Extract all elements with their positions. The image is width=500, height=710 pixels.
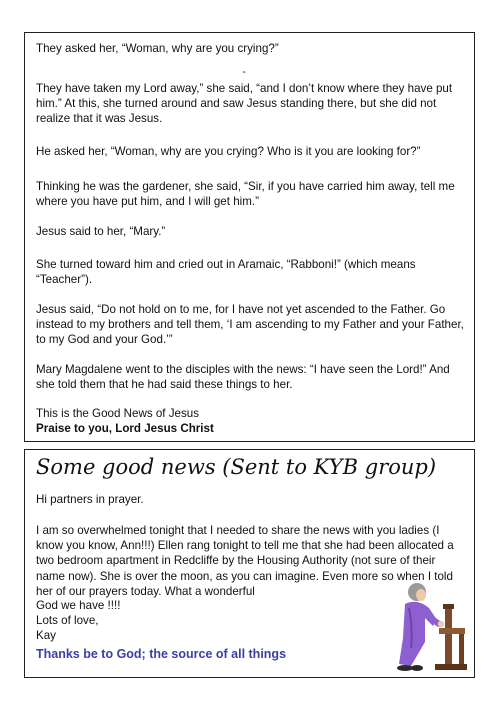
reading-paragraph-8: Mary Magdalene went to the disciples with the news: “I have seen the Lord!” And she told them that he had said these things to her. [36,363,450,392]
thanks-line: Thanks be to God; the source of all things [36,647,287,661]
reading-paragraph-2: They have taken my Lord away,” she said, “and I don’t know where they have put him.” At this, she turned around and saw Jesus standing there, but she did not realize that it was Jesus. [36,82,453,126]
closing-line: This is the Good News of Jesus [36,407,200,420]
news-body-end: God we have !!!! [36,599,121,612]
reading-paragraph-6: She turned toward him and cried out in Aramaic, “Rabboni!” (which means “Teacher”). [36,258,416,287]
reading-paragraph-4: Thinking he was the gardener, she said, “Sir, if you have carried him away, tell me where you have put him, and I will get him.” [36,180,455,209]
news-signoff: Lots of love, [36,614,99,627]
news-body: I am so overwhelmed tonight that I needed to share the news with you ladies (I know you know, Ann!!!) Ellen rang tonight to tell me that she had been allocated a two bedroom apartment in Redcliffe by the Housing Authority (not sure of their name now). She is over the moon, as you can imagine. Even more so when I told her of our prayers today. What a wonderful [36,524,454,598]
reading-paragraph-5: Jesus said to her, “Mary.” [36,225,166,238]
gospel-reading-box [24,32,475,442]
news-heading: Some good news (Sent to KYB group) [36,455,437,479]
good-news-box [24,449,475,678]
woman-kneeling-in-prayer-icon [395,578,471,674]
news-greeting: Hi partners in prayer. [36,493,144,506]
news-name: Kay [36,629,56,642]
reading-paragraph-1: They asked her, “Woman, why are you crying?” [36,42,279,55]
reading-paragraph-7: Jesus said, “Do not hold on to me, for I have not yet ascended to the Father. Go instead to my brothers and tell them, ‘I am ascending to my Father and your Father, to my God and your God.’” [36,303,464,347]
stray-quote-mark: “ [243,70,246,79]
response-line: Praise to you, Lord Jesus Christ [36,422,214,435]
reading-paragraph-3: He asked her, “Woman, why are you crying? Who is it you are looking for?” [36,145,421,158]
